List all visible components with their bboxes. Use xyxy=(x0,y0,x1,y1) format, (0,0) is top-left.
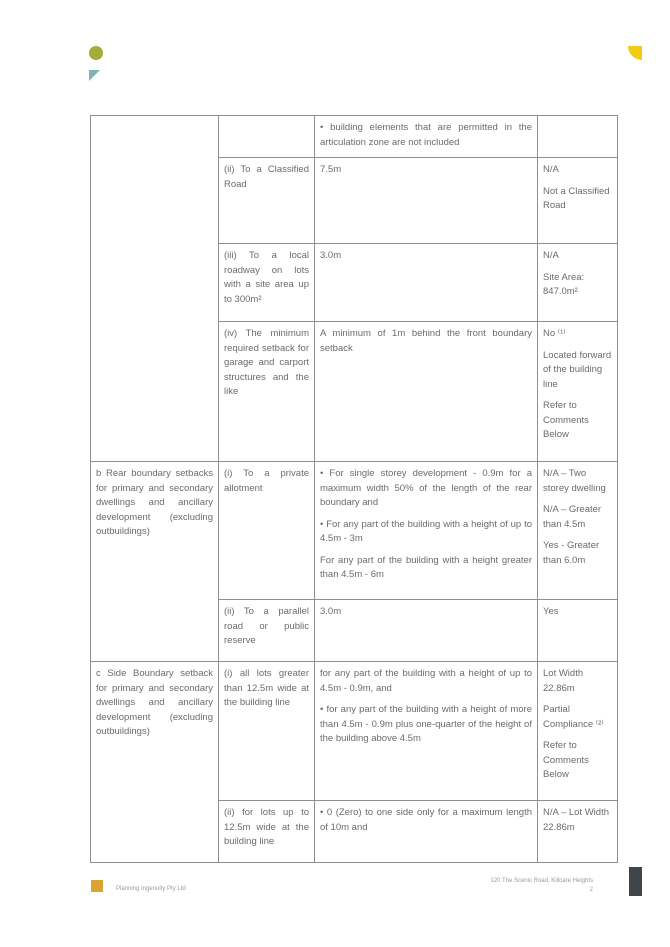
table-cell xyxy=(538,158,618,244)
table-cell xyxy=(538,322,618,462)
cell-paragraph: for any part of the building with a height of up to 4.5m - 0.9m, and xyxy=(320,668,532,694)
table-cell xyxy=(538,600,618,662)
cell-paragraph: N/A xyxy=(543,164,559,175)
cell-paragraph: (i) all lots greater than 12.5m wide at the building line xyxy=(224,668,309,708)
table-cell xyxy=(219,116,315,158)
footer-address-block xyxy=(490,877,593,895)
table-row xyxy=(91,116,618,158)
cell-paragraph: • building elements that are permitted in the articulation zone are not included xyxy=(320,122,532,148)
footer-logo-square xyxy=(91,880,103,892)
table-cell xyxy=(538,244,618,322)
cell-paragraph: N/A – Greater than 4.5m xyxy=(543,504,602,530)
cell-paragraph: 3.0m xyxy=(320,606,342,617)
table-cell xyxy=(219,462,315,600)
cell-paragraph: (iii) To a local roadway on lots with a site area up to 300m² xyxy=(224,250,309,305)
table-cell xyxy=(315,801,538,863)
cell-paragraph: 3.0m xyxy=(320,250,342,261)
table-cell xyxy=(219,801,315,863)
table-cell xyxy=(538,116,618,158)
page-number: 2 xyxy=(589,887,593,893)
table-cell xyxy=(91,462,219,662)
table-cell xyxy=(315,116,538,158)
cell-paragraph: Yes xyxy=(543,606,559,617)
cell-paragraph: • For single storey development - 0.9m for a maximum width 50% of the length of the rear boundary and xyxy=(320,468,532,508)
cell-paragraph: (iv) The minimum required setback for garage and carport structures and the like xyxy=(224,328,309,397)
table-cell xyxy=(219,662,315,801)
cell-paragraph: (ii) for lots up to 12.5m wide at the building line xyxy=(224,807,309,847)
cell-paragraph: Not a Classified Road xyxy=(543,185,610,211)
table-cell xyxy=(315,322,538,462)
cell-paragraph: 7.5m xyxy=(320,164,342,175)
cell-paragraph: • for any part of the building with a height of more than 4.5m - 0.9m plus one-quarter of the height of the building above 4.5m xyxy=(320,704,532,744)
cell-paragraph: N/A xyxy=(543,250,559,261)
logo-green-dot xyxy=(89,46,103,60)
cell-paragraph: N/A – Lot Width 22.86m xyxy=(543,807,610,833)
table-cell xyxy=(538,662,618,801)
footer-address: 120 The Scenic Road, Killcare Heights xyxy=(490,878,593,884)
cell-paragraph: Located forward of the building line xyxy=(543,349,612,390)
table-cell xyxy=(219,244,315,322)
table-cell xyxy=(91,662,219,863)
cell-paragraph: Site Area: 847.0m² xyxy=(543,271,585,297)
cell-paragraph: No ⁽¹⁾ xyxy=(543,328,566,339)
table-cell xyxy=(315,662,538,801)
table-cell xyxy=(315,158,538,244)
table-cell xyxy=(219,322,315,462)
table-row xyxy=(91,462,618,600)
cell-paragraph: b Rear boundary setbacks for primary and secondary dwellings and ancillary development (excluding outbuildings) xyxy=(96,468,213,537)
cell-paragraph: Refer to Comments Below xyxy=(543,400,589,440)
footer-company: Planning Ingenuity Pty Ltd xyxy=(116,886,186,892)
cell-paragraph: Refer to Comments Below xyxy=(543,740,589,780)
cell-paragraph: Partial Compliance ⁽²⁾ xyxy=(543,704,604,730)
table-cell xyxy=(315,244,538,322)
corner-yellow-mark xyxy=(628,46,642,60)
table-cell xyxy=(315,462,538,600)
cell-paragraph: For any part of the building with a height greater than 4.5m - 6m xyxy=(320,554,532,580)
cell-paragraph: A minimum of 1m behind the front boundary setback xyxy=(320,328,532,354)
cell-paragraph: (ii) To a parallel road or public reserve xyxy=(224,606,309,646)
table-cell xyxy=(91,116,219,462)
table-cell xyxy=(538,462,618,600)
table-body xyxy=(91,116,618,863)
cell-paragraph: (i) To a private allotment xyxy=(224,468,309,494)
table-cell xyxy=(315,600,538,662)
cell-paragraph: • 0 (Zero) to one side only for a maximum length of 10m and xyxy=(320,807,532,833)
table-cell xyxy=(219,158,315,244)
cell-paragraph: Yes - Greater than 6.0m xyxy=(543,540,600,566)
cell-paragraph: c Side Boundary setback for primary and secondary dwellings and ancillary development (excluding outbuildings) xyxy=(96,668,213,737)
cell-paragraph: (ii) To a Classified Road xyxy=(224,164,309,190)
table-cell xyxy=(219,600,315,662)
logo-teal-triangle xyxy=(89,70,100,81)
cell-paragraph: Lot Width 22.86m xyxy=(543,668,584,694)
table-cell xyxy=(538,801,618,863)
table-row xyxy=(91,662,618,801)
cell-paragraph: N/A – Two storey dwelling xyxy=(543,468,606,494)
setback-compliance-table xyxy=(90,115,618,863)
footer-dark-bar xyxy=(629,867,642,896)
cell-paragraph: • For any part of the building with a height of up to 4.5m - 3m xyxy=(320,518,532,544)
